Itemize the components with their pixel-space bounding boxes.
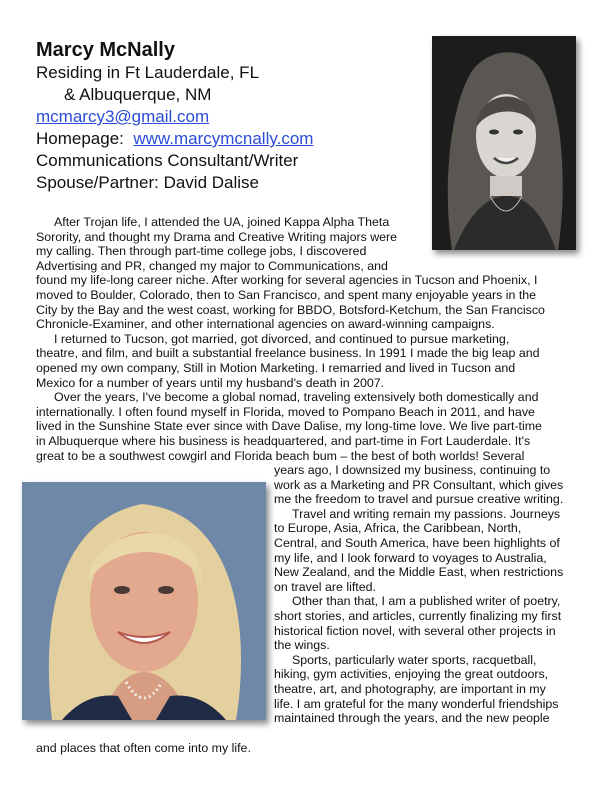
body-line: found my life-long career niche. After working for several agencies in Tucson and Phoenix, I: [36, 273, 538, 288]
body-line: Over the years, I've become a global nomad, traveling extensively both domestically and: [54, 390, 539, 405]
body-line: my calling. Then through part-time college jobs, I discovered: [36, 244, 367, 259]
body-line: Advertising and PR, changed my major to Communications, and: [36, 258, 388, 273]
occupation: Communications Consultant/Writer: [36, 151, 299, 170]
body-line: on travel are lifted.: [274, 579, 376, 594]
body-line: City by the Bay and the west coast, working for BBDO, Botsford-Ketchum, the San Francisco: [36, 302, 545, 317]
body-line: in Albuquerque where his business is headquartered, and part-time in Fort Lauderdale. It's: [36, 433, 531, 448]
body-line: Central, and South America, have been highlights of: [274, 535, 560, 550]
biography-text-top: [36, 215, 545, 463]
body-line: the wings.: [274, 638, 330, 653]
body-line: great to be a southwest cowgirl and Florida beach bum – the best of both worlds! Several: [36, 448, 525, 463]
body-line: Travel and writing remain my passions. Journeys: [292, 506, 561, 521]
biography-text-bottom: [36, 741, 251, 756]
body-line: historical fiction novel, with several other projects in: [274, 623, 556, 638]
body-line: years ago, I downsized my business, continuing to: [274, 463, 551, 477]
body-line: theatre, and film, and built a substantial freelance business. In 1991 I made the big leap and: [36, 346, 540, 361]
body-line: maintained through the years, and the new people: [274, 711, 550, 726]
homepage-link[interactable]: www.marcymcnally.com: [133, 129, 314, 148]
body-line: life. I am grateful for the many wonderful friendships: [274, 696, 559, 711]
body-line: lived in the Sunshine State ever since with Dave Dalise, my long-time love. We live part-time: [36, 419, 542, 434]
email-link[interactable]: mcmarcy3@gmail.com: [36, 107, 210, 126]
body-line: to Europe, Asia, Africa, the Caribbean, North,: [274, 521, 522, 536]
body-line: After Trojan life, I attended the UA, joined Kappa Alpha Theta: [54, 215, 390, 229]
body-line: Chronicle-Examiner, and other international agencies on award-winning campaigns.: [36, 317, 495, 332]
body-line: Sorority, and thought my Drama and Creative Writing majors were: [36, 229, 398, 244]
residence-line-2: & Albuquerque, NM: [64, 85, 212, 104]
person-name: Marcy McNally: [36, 39, 175, 61]
spouse-partner: Spouse/Partner: David Dalise: [36, 173, 260, 192]
body-line: I returned to Tucson, got married, got divorced, and continued to pursue marketing,: [54, 331, 510, 346]
homepage-label: Homepage:: [36, 129, 124, 148]
body-line: New Zealand, and the Middle East, when restrictions: [274, 565, 564, 580]
body-line: my life, and I look forward to voyages to Australia,: [274, 550, 547, 565]
profile-header: [36, 38, 416, 194]
body-line: Sports, particularly water sports, racquetball,: [292, 652, 537, 667]
body-line: Mexico for a number of years until my husband's death in 2007.: [36, 375, 385, 390]
body-line: work as a Marketing and PR Consultant, which gives: [274, 477, 564, 492]
body-line: short stories, and articles, currently finalizing my first: [274, 608, 562, 623]
body-line: theatre, art, and photography, are important in my: [274, 681, 546, 696]
body-line: opened my own company, Still in Motion Marketing. I remarried and lived in Tucson and: [36, 360, 516, 375]
body-line: internationally. I often found myself in Florida, moved to Pompano Beach in 2011, and have: [36, 404, 535, 419]
current-portrait-photo: [22, 482, 266, 720]
body-line: and places that often come into my life.: [36, 741, 251, 755]
body-line: Other than that, I am a published writer of poetry,: [292, 594, 561, 609]
body-line: hiking, gym activities, enjoying the great outdoors,: [274, 667, 549, 682]
biography-text-right: [274, 463, 563, 726]
residence-line-1: Residing in Ft Lauderdale, FL: [36, 63, 260, 82]
body-line: moved to Boulder, Colorado, then to San Francisco, and spent many enjoyable years in the: [36, 287, 537, 302]
body-line: me the freedom to travel and pursue creative writing.: [274, 492, 564, 507]
